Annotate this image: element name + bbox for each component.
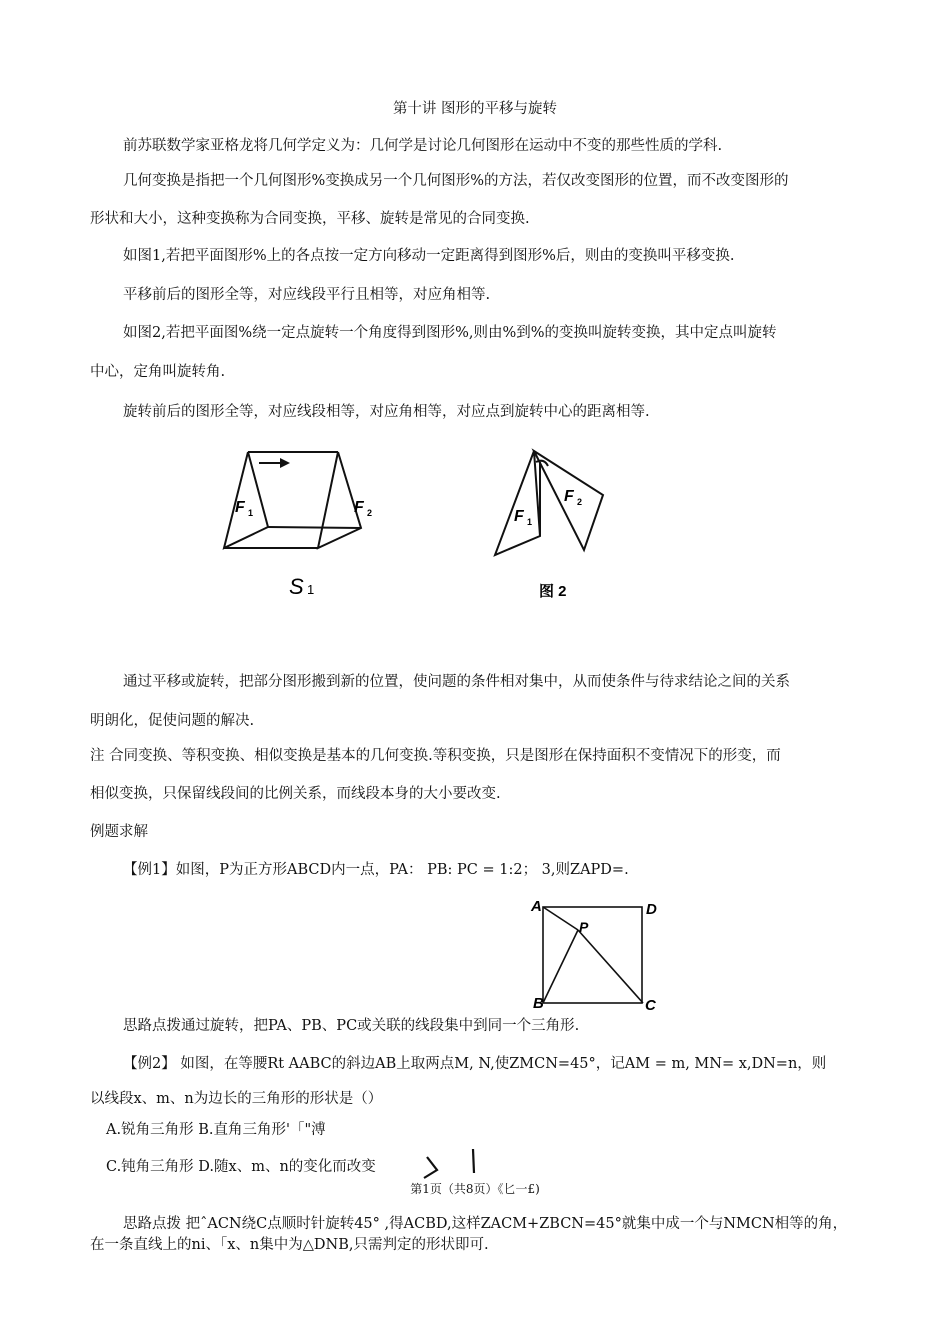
vertex-c-label: C — [645, 997, 656, 1014]
paragraph-rotation-line2: 中心，定角叫旋转角. — [90, 364, 226, 380]
note-line2: 相似变换，只保留线段间的比例关系，而线段本身的大小要改变. — [90, 786, 501, 802]
fig1-arrow-icon — [280, 458, 290, 468]
example-2-hint-line1: 思路点拨 把ˆACN绕C点顺时针旋转45° ,得ACBD,这样ZACM+ZBCN=45°就集中成一个与NMCN相等的角， — [123, 1216, 848, 1232]
example-2-line2: 以线段x、m、n为边长的三角形的形状是（） — [90, 1091, 383, 1107]
paragraph-purpose-line1: 通过平移或旋转，把部分图形搬到新的位置，使问题的条件相对集中，从而使条件与待求结论之间的关系 — [123, 674, 790, 690]
paragraph-translation: 如图1,若把平面图形%上的各点按一定方向移动一定距离得到图形%后，则由的变换叫平移变换. — [123, 248, 735, 264]
example-1: 【例1】如图，P为正方形ABCD内一点，PA： PB: PC = 1:2； 3,则ZAPD=. — [123, 862, 629, 878]
segment-pc — [578, 930, 643, 1003]
fig2-label-f2-sub: 2 — [577, 497, 583, 507]
vertex-b-label: B — [533, 995, 544, 1012]
paragraph-translation-props: 平移前后的图形全等，对应线段平行且相等，对应角相等. — [123, 287, 491, 303]
example-2-hint-line2: 在一条直线上的ni、「x、n集中为△DNB,只需判定的形状即可. — [90, 1237, 489, 1253]
page-title: 第十讲 图形的平移与旋转 — [392, 101, 558, 117]
fig1-caption: S — [289, 574, 304, 599]
fig1-caption-sub: 1 — [307, 582, 315, 597]
fig2-label-f1: F — [514, 508, 524, 525]
vertex-d-label: D — [646, 901, 657, 918]
fig1-label-f1: F — [235, 499, 245, 516]
figure-2-rotation — [495, 451, 603, 555]
paragraph-purpose-line2: 明朗化，促使问题的解决. — [90, 713, 255, 729]
fig1-base-edge — [268, 527, 361, 528]
example-1-hint: 思路点拨通过旋转，把PA、PB、PC或关联的线段集中到同一个三角形. — [123, 1018, 580, 1034]
fig1-label-f2-sub: 2 — [367, 508, 373, 518]
fig2-triangle-f1 — [495, 451, 540, 555]
fig2-label-f1-sub: 1 — [527, 517, 533, 527]
vertex-a-label: A — [531, 898, 542, 915]
fig2-caption: 图 2 — [539, 583, 567, 600]
paragraph-transform-line1: 几何变换是指把一个几何图形%变换成另一个几何图形%的方法，若仅改变图形的位置，而不改变图形的 — [123, 173, 789, 189]
fig2-label-f2: F — [564, 488, 574, 505]
example-2-line1: 【例2】 如图，在等腰Rt AABC的斜边AB上取两点M, N,使ZMCN=45°，记AM = m, MN= x,DN=n，则 — [123, 1056, 827, 1072]
square-outline — [543, 907, 642, 1003]
handwritten-marks — [424, 1149, 474, 1178]
paragraph-rotation-line1: 如图2,若把平面图%绕一定点旋转一个角度得到图形%,则由%到%的变换叫旋转变换，其中定点叫旋转 — [123, 325, 777, 341]
example-2-options-1: A.锐角三角形 B.直角三角形'「"溥 — [106, 1122, 326, 1138]
fig1-label-f1-sub: 1 — [248, 508, 254, 518]
figure-square-abcd — [543, 907, 643, 1003]
fig1-label-f2: F — [354, 499, 364, 516]
section-heading: 例题求解 — [90, 824, 148, 840]
point-p-label: P — [579, 919, 589, 935]
fig1-triangle-f1 — [224, 452, 268, 548]
page-footer: 第1页（共8页）《匕一£) — [410, 1182, 540, 1196]
note-line1: 注 合同变换、等积变换、相似变换是基本的几何变换.等积变换，只是图形在保持面积不变情况下的形变，而 — [90, 748, 781, 764]
example-2-options-2: C.钝角三角形 D.随x、m、n的变化而改变 — [106, 1159, 376, 1175]
paragraph-rotation-props: 旋转前后的图形全等，对应线段相等，对应角相等，对应点到旋转中心的距离相等. — [123, 404, 650, 420]
segment-pa — [543, 907, 578, 930]
segment-pb — [543, 930, 578, 1003]
paragraph-transform-line2: 形状和大小，这种变换称为合同变换，平移、旋转是常见的合同变换. — [90, 211, 530, 227]
paragraph-intro: 前苏联数学家亚格龙将几何学定义为：几何学是讨论几何图形在运动中不变的那些性质的学科. — [123, 138, 723, 154]
